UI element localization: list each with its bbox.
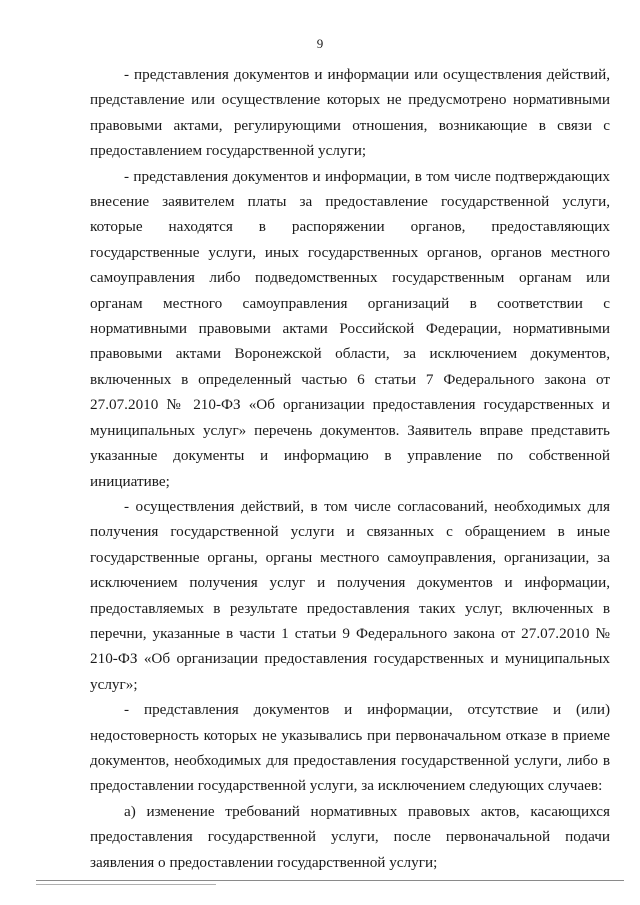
paragraph-case-a: а) изменение требований нормативных правовых актов, касающихся предоставления государственной услуги, после первоначальной подачи заявления о предоставлении государственной услуги; [90,802,610,871]
paragraph-documents-not-required: - представления документов и информации или осуществления действий, представление или осуществление которых не предусмотрено нормативными правовыми актами, регулирующими отношения, возникающие в связи с предоставлением государственной услуги; [90,66,610,160]
page-number: 9 [316,36,324,51]
footer-divider [36,880,624,881]
paragraph-documents-not-indicated: - представления документов и информации, отсутствие и (или) недостоверность которых не указывались при первоначальном отказе в приеме документов, необходимых для предоставления государственной услуги, либо в предоставлении государственной услуги, за исключением следующих случаев: [90,701,610,795]
document-body [90,62,610,875]
paragraph-documents-in-possession: - представления документов и информации, в том числе подтверждающих внесение заявителем платы за предоставление государственной услуги, которые находятся в распоряжении органов, предоставляющих государственные услуги, иных государственных органов, органов местного самоуправления либо подведомственных государственным органам или органам местного самоуправления организаций в соответствии с нормативными правовыми актами Российской Федерации, нормативными правовыми актами Воронежской области, за исключением документов, включенных в определенный частью 6 статьи 7 Федерального закона от 27.07.2010 № 210-ФЗ «Об организации предоставления государственных и муниципальных услуг» перечень документов. Заявитель вправе представить указанные документы и информацию в управление по собственной инициативе; [90,167,610,490]
paragraph-actions-approvals: - осуществления действий, в том числе согласований, необходимых для получения государственной услуги и связанных с обращением в иные государственные органы, органы местного самоуправления, организации, за исключением получения услуг и получения документов и информации, предоставляемых в результате предоставления таких услуг, включенных в перечни, указанные в части 1 статьи 9 Федерального закона от 27.07.2010 № 210-ФЗ «Об организации предоставления государственных и муниципальных услуг»; [90,497,610,693]
footer-divider-short [36,884,216,885]
